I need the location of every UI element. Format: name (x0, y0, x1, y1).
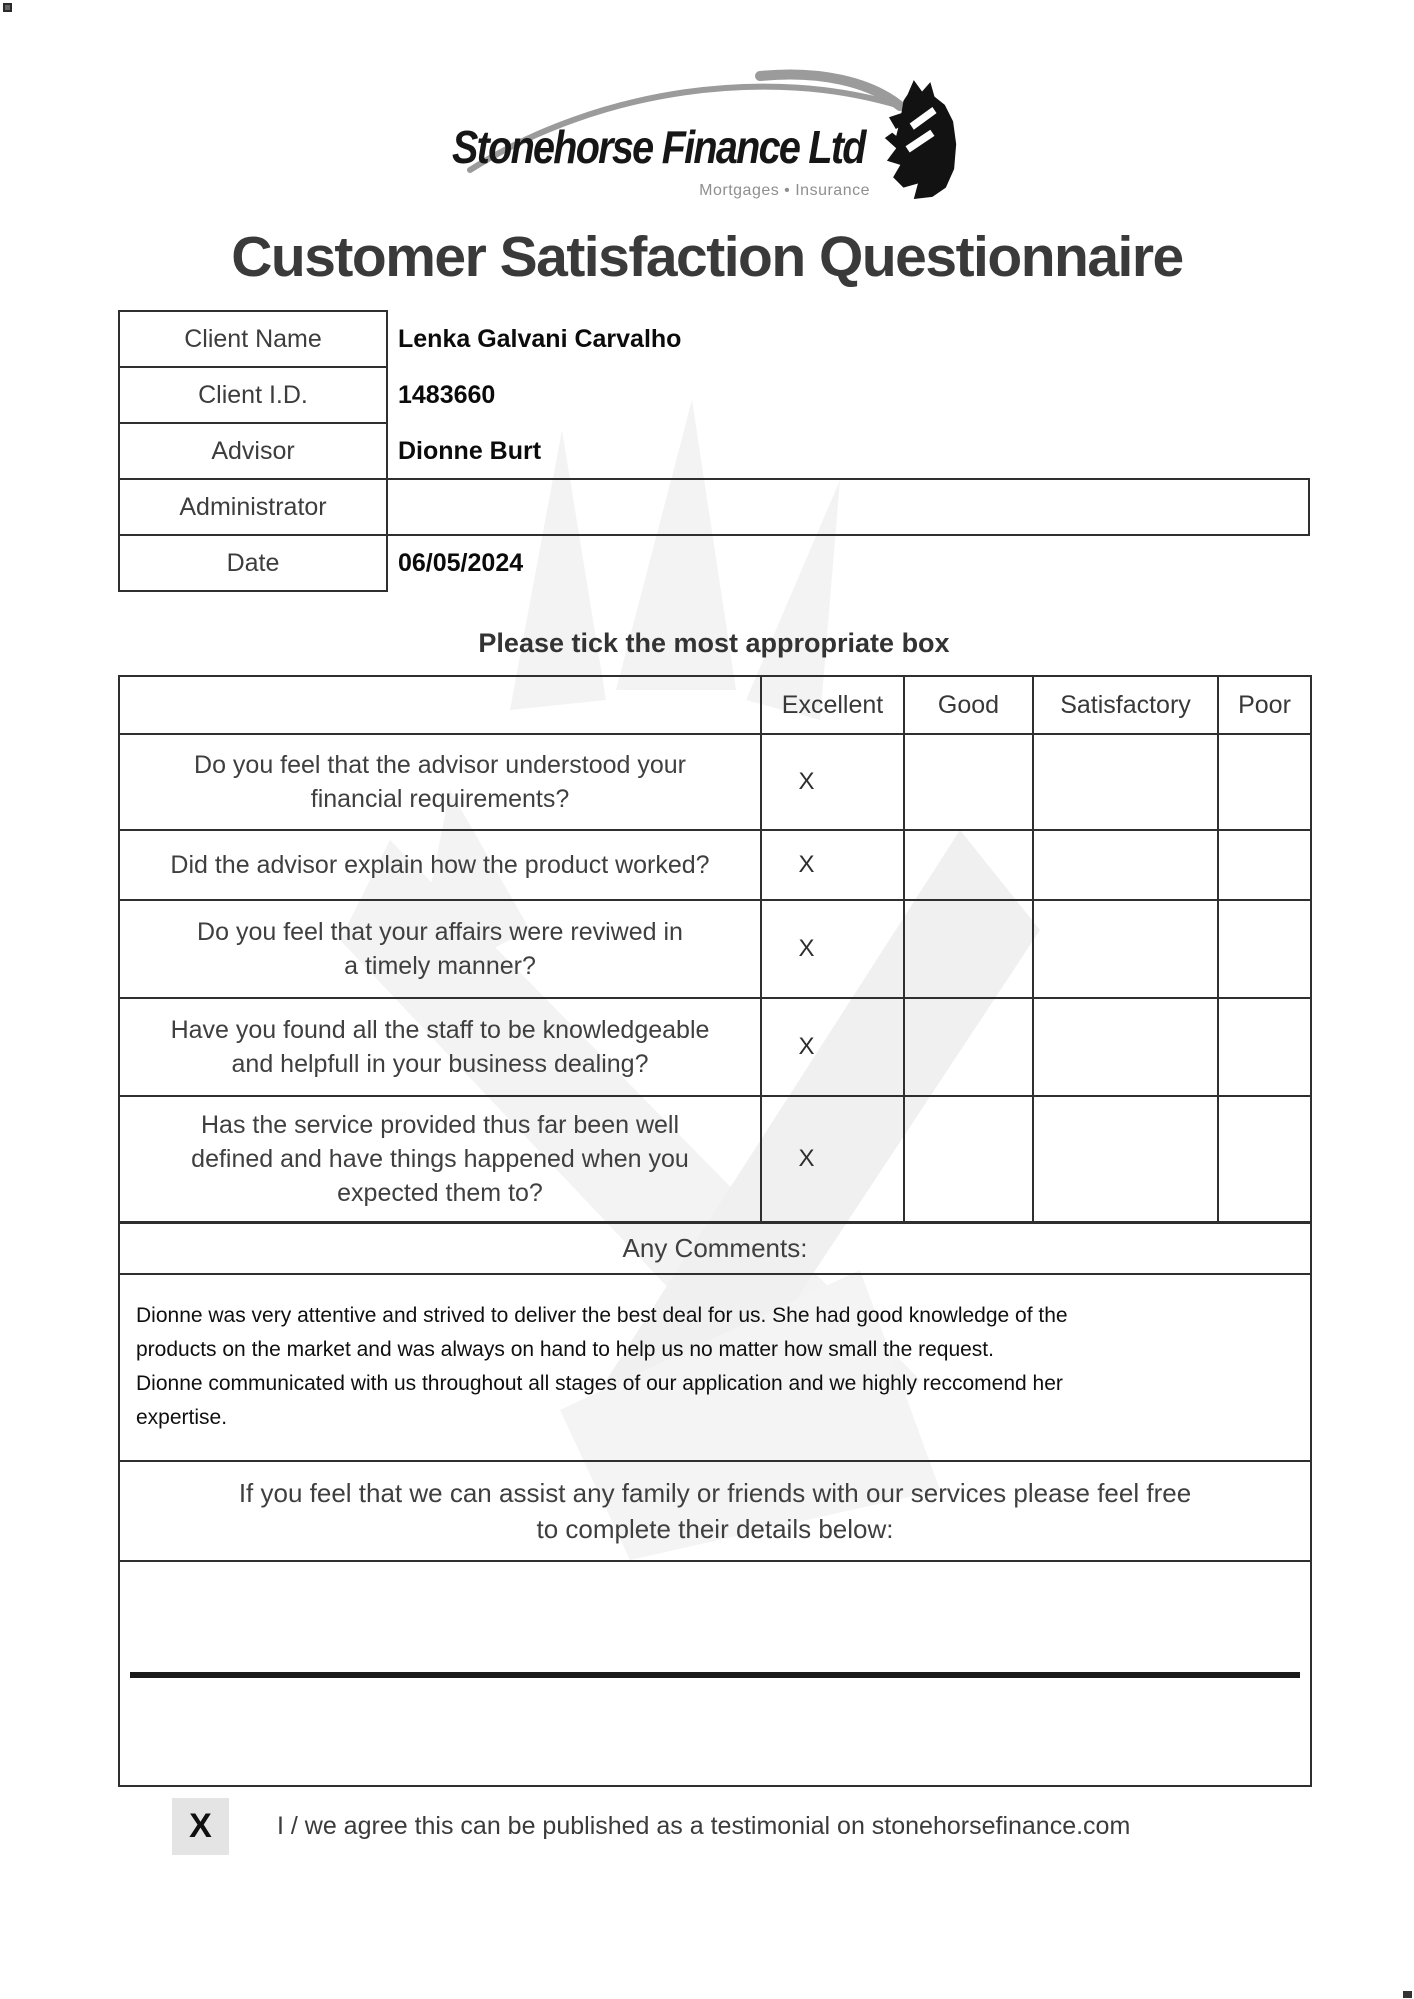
q1-cell-poor[interactable] (1218, 734, 1311, 830)
tick-mark: X (798, 935, 815, 962)
q3-cell-poor[interactable] (1218, 900, 1311, 998)
comments-label: Any Comments: (119, 1222, 1311, 1274)
administrator-label: Administrator (118, 478, 388, 536)
company-logo (430, 50, 990, 220)
date-value[interactable]: 06/05/2024 (398, 548, 524, 577)
client-id-value[interactable]: 1483660 (398, 380, 496, 409)
testimonial-consent (172, 1798, 1130, 1855)
page-title: Customer Satisfaction Questionnaire (231, 225, 1183, 289)
company-name: Stonehorse Finance Ltd (452, 121, 865, 173)
question-2-text: Did the advisor explain how the product worked? (119, 830, 761, 900)
q5-cell-excellent[interactable] (761, 1096, 904, 1222)
advisor-row (118, 422, 1310, 480)
question-3-text: Do you feel that your affairs were reviwed in a timely manner? (119, 900, 761, 998)
comments-area[interactable] (119, 1274, 1311, 1461)
q3-cell-satisfactory[interactable] (1033, 900, 1218, 998)
question-row-1 (119, 734, 1311, 830)
q2-cell-poor[interactable] (1218, 830, 1311, 900)
column-header-good: Good (904, 676, 1033, 734)
q4-cell-excellent[interactable] (761, 998, 904, 1096)
tick-mark: X (798, 1033, 815, 1060)
column-header-excellent: Excellent (761, 676, 904, 734)
q3-cell-good[interactable] (904, 900, 1033, 998)
advisor-value[interactable]: Dionne Burt (398, 436, 542, 465)
q2-cell-satisfactory[interactable] (1033, 830, 1218, 900)
comments-text: Dionne was very attentive and strived to deliver the best deal for us. She had good knowledge of the products on the market and was always on hand to help us no matter how small the request. Dionne communicated with us throughout all stages of our application and we highly reccomend her expertise. (136, 1304, 1068, 1429)
q4-cell-poor[interactable] (1218, 998, 1311, 1096)
q2-cell-good[interactable] (904, 830, 1033, 900)
company-tagline: Mortgages • Insurance (699, 182, 870, 199)
horse-head-icon (882, 78, 958, 200)
client-info-table (118, 310, 1310, 592)
comments-row (119, 1274, 1311, 1461)
q1-cell-satisfactory[interactable] (1033, 734, 1218, 830)
client-name-row (118, 310, 1310, 368)
comments-header-row (119, 1222, 1311, 1274)
question-1-text: Do you feel that the advisor understood your financial requirements? (119, 734, 761, 830)
question-row-5 (119, 1096, 1311, 1222)
referral-prompt: If you feel that we can assist any family or friends with our services please feel free to complete their details below: (119, 1461, 1311, 1561)
q4-cell-good[interactable] (904, 998, 1033, 1096)
referral-details-row (119, 1561, 1311, 1786)
advisor-label: Advisor (118, 422, 388, 480)
referral-prompt-row (119, 1461, 1311, 1561)
question-row-4 (119, 998, 1311, 1096)
client-name-label: Client Name (118, 310, 388, 368)
question-column-header (119, 676, 761, 734)
tick-instruction: Please tick the most appropriate box (478, 628, 950, 658)
question-5-text: Has the service provided thus far been well defined and have things happened when you expected them to? (119, 1096, 761, 1222)
q1-cell-good[interactable] (904, 734, 1033, 830)
q4-cell-satisfactory[interactable] (1033, 998, 1218, 1096)
survey-table (118, 675, 1312, 1787)
date-label: Date (118, 534, 388, 592)
q5-cell-good[interactable] (904, 1096, 1033, 1222)
tick-mark: X (798, 851, 815, 878)
column-header-satisfactory: Satisfactory (1033, 676, 1218, 734)
question-row-3 (119, 900, 1311, 998)
date-row (118, 534, 1310, 592)
q5-cell-poor[interactable] (1218, 1096, 1311, 1222)
q3-cell-excellent[interactable] (761, 900, 904, 998)
client-id-label: Client I.D. (118, 366, 388, 424)
question-row-2 (119, 830, 1311, 900)
q5-cell-satisfactory[interactable] (1033, 1096, 1218, 1222)
client-name-value[interactable]: Lenka Galvani Carvalho (398, 324, 682, 353)
question-4-text: Have you found all the staff to be knowledgeable and helpfull in your business dealing? (119, 998, 761, 1096)
tick-mark: X (798, 768, 815, 795)
administrator-value[interactable] (386, 478, 1310, 536)
testimonial-checkbox[interactable]: X (172, 1798, 229, 1855)
column-header-poor: Poor (1218, 676, 1311, 734)
q1-cell-excellent[interactable] (761, 734, 904, 830)
referral-details-cell (119, 1561, 1311, 1786)
q2-cell-excellent[interactable] (761, 830, 904, 900)
testimonial-label: I / we agree this can be published as a testimonial on stonehorsefinance.com (277, 1812, 1131, 1840)
client-id-row (118, 366, 1310, 424)
administrator-row (118, 478, 1310, 536)
tick-mark: X (798, 1144, 815, 1172)
referral-details-box[interactable] (130, 1672, 1300, 1678)
rating-header-row (119, 676, 1311, 734)
